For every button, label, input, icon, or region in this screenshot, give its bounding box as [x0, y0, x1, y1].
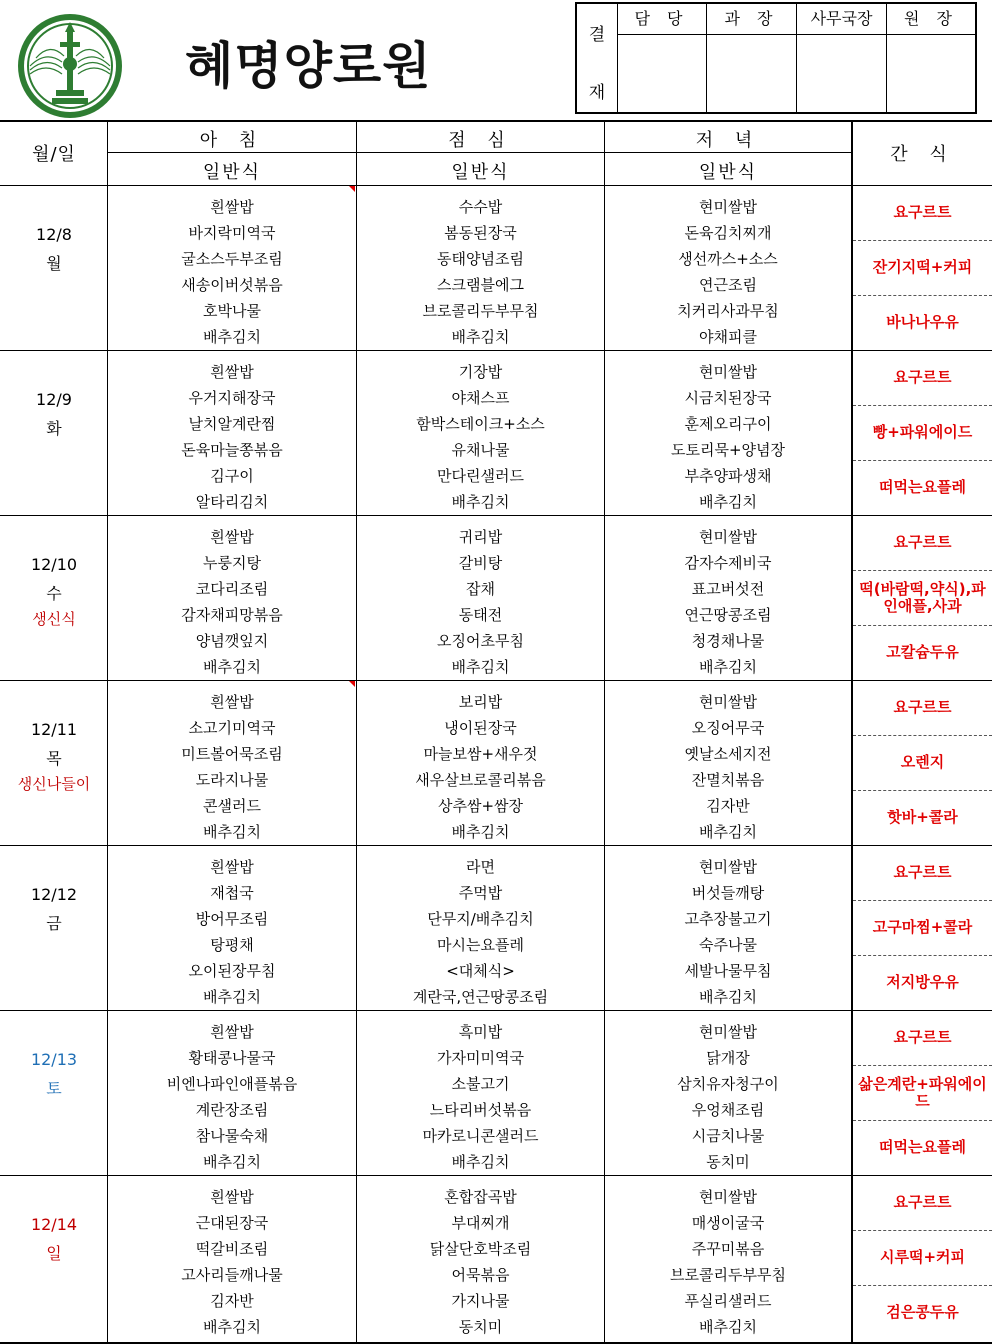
snack-item: 핫바+콜라	[887, 808, 958, 826]
row-divider	[0, 680, 992, 681]
emblem-logo	[16, 12, 124, 120]
breakfast-menu-item: 흰쌀밥	[210, 528, 254, 546]
lunch-menu-item: 느타리버섯볶음	[429, 1101, 532, 1119]
snack-item: 오렌지	[900, 753, 945, 771]
snack-item: 떠먹는요플레	[879, 478, 966, 496]
dinner-menu-item: 닭개장	[706, 1049, 750, 1067]
dinner-menu-item: 배추김치	[699, 1318, 757, 1336]
snack-divider	[853, 900, 992, 901]
day-date: 12/11	[30, 720, 78, 739]
dinner-menu-item: 오징어무국	[691, 719, 765, 737]
breakfast-menu-item: 바지락미역국	[188, 224, 276, 242]
lunch-menu-item: 마늘보쌈+새우젓	[423, 745, 538, 763]
lunch-menu-item: 동치미	[458, 1318, 503, 1336]
lunch-menu-item: 배추김치	[451, 328, 510, 346]
approval-box	[575, 2, 977, 114]
dinner-menu-item: 옛날소세지전	[684, 745, 772, 763]
snack-item: 요구르트	[893, 863, 952, 881]
approval-col-secretary	[797, 4, 887, 112]
dinner-menu-item: 세발나물무침	[684, 962, 772, 980]
snack-item: 삶은계란+파워에이드	[858, 1074, 987, 1110]
breakfast-menu-item: 양념깻잎지	[195, 632, 269, 650]
snack-item: 고칼슘두유	[886, 643, 959, 661]
dinner-menu-item: 감자수제비국	[684, 554, 772, 572]
lunch-menu-item: 가자미미역국	[437, 1049, 524, 1067]
dinner-menu-item: 현미쌀밥	[699, 1023, 757, 1041]
header-lunch: 점 심	[448, 130, 513, 151]
lunch-menu-item: 오징어초무침	[437, 632, 524, 650]
breakfast-menu-item: 배추김치	[203, 1318, 261, 1336]
lunch-menu-item: 부대찌개	[451, 1214, 510, 1232]
dinner-menu-item: 야채피클	[699, 328, 757, 346]
dinner-menu-item: 매생이굴국	[691, 1214, 765, 1232]
breakfast-menu-item: 근대된장국	[195, 1214, 269, 1232]
breakfast-menu-item: 돈육마늘쫑볶음	[181, 441, 283, 459]
breakfast-menu-item: 흰쌀밥	[210, 1023, 254, 1041]
dinner-menu-item: 현미쌀밥	[699, 1188, 757, 1206]
dinner-menu-item: 시금치나물	[691, 1127, 765, 1145]
row-divider	[0, 515, 992, 516]
breakfast-menu-item: 흰쌀밥	[210, 198, 254, 216]
snack-divider	[853, 295, 992, 296]
approval-label	[577, 4, 618, 112]
breakfast-menu-item: 흰쌀밥	[210, 858, 254, 876]
row-divider	[0, 350, 992, 351]
dinner-menu-item: 연근땅콩조림	[684, 606, 772, 624]
lunch-menu-item: 동태전	[458, 606, 503, 624]
approval-label-top: 결	[588, 25, 606, 45]
breakfast-menu-item: 참나물숙채	[195, 1127, 269, 1145]
lunch-menu-item: 주먹밥	[458, 884, 503, 902]
lunch-menu-item: 함박스테이크+소스	[416, 415, 545, 433]
breakfast-menu-item: 우거지해장국	[188, 389, 276, 407]
breakfast-menu-item: 코다리조림	[195, 580, 269, 598]
lunch-menu-item: 배추김치	[451, 823, 510, 841]
dinner-menu-item: 잔멸치볶음	[691, 771, 765, 789]
lunch-menu-item: 귀리밥	[458, 528, 503, 546]
snack-divider	[853, 460, 992, 461]
breakfast-menu-item: 알타리김치	[195, 493, 269, 511]
snack-divider	[853, 1120, 992, 1121]
snack-divider	[853, 790, 992, 791]
day-of-week: 금	[46, 914, 62, 933]
subheader-breakfast-general: 일반식	[202, 162, 262, 183]
facility-title: 혜명양로원	[185, 37, 432, 95]
lunch-menu-item: 잡채	[466, 580, 495, 598]
lunch-menu-item: 가지나물	[451, 1292, 510, 1310]
snack-divider	[853, 240, 992, 241]
lunch-menu-item: 혼합잡곡밥	[444, 1188, 517, 1206]
day-note: 생신식	[32, 610, 76, 628]
dinner-menu-item: 연근조림	[699, 276, 757, 294]
snack-item: 잔기지떡+커피	[872, 258, 973, 276]
day-of-week: 월	[46, 254, 62, 273]
lunch-menu-item: 야채스프	[451, 389, 510, 407]
breakfast-menu-item: 새송이버섯볶음	[181, 276, 283, 294]
snack-item: 바나나우유	[886, 313, 959, 331]
dinner-menu-item: 표고버섯전	[691, 580, 765, 598]
lunch-menu-item: 수수밥	[458, 198, 503, 216]
approval-role-director: 원 장	[887, 4, 975, 35]
approval-col-manager	[707, 4, 797, 112]
breakfast-menu-item: 배추김치	[203, 328, 261, 346]
breakfast-menu-item: 소고기미역국	[188, 719, 276, 737]
dinner-menu-item: 주꾸미볶음	[691, 1240, 765, 1258]
breakfast-menu-item: 떡갈비조림	[195, 1240, 269, 1258]
day-date: 12/12	[30, 885, 78, 904]
lunch-menu-item: 냉이된장국	[444, 719, 517, 737]
lunch-menu-item: 소불고기	[451, 1075, 510, 1093]
breakfast-menu-item: 고사리들깨나물	[181, 1266, 283, 1284]
header-date: 월/일	[32, 144, 76, 165]
snack-divider	[853, 735, 992, 736]
lunch-menu-item: 배추김치	[451, 1153, 510, 1171]
day-of-week: 목	[46, 749, 62, 768]
breakfast-menu-item: 도라지나물	[195, 771, 269, 789]
lunch-menu-item: 만다린샐러드	[437, 467, 524, 485]
lunch-menu-item: <대체식>	[446, 962, 515, 980]
header-breakfast: 아 침	[199, 130, 265, 151]
lunch-menu-item: 배추김치	[451, 658, 510, 676]
snack-item: 떠먹는요플레	[879, 1138, 966, 1156]
lunch-menu-item: 라면	[466, 858, 495, 876]
dinner-menu-item: 현미쌀밥	[699, 198, 757, 216]
snack-item: 떡(바람떡,약식),파인애플,사과	[859, 579, 986, 615]
lunch-menu-item: 닭살단호박조림	[429, 1240, 532, 1258]
breakfast-menu-item: 호박나물	[203, 302, 261, 320]
breakfast-menu-item: 배추김치	[203, 823, 261, 841]
dinner-menu-item: 브로콜리두부무침	[670, 1266, 786, 1284]
lunch-menu-item: 배추김치	[451, 493, 510, 511]
dinner-menu-item: 배추김치	[699, 658, 757, 676]
table-top-border	[0, 120, 992, 122]
day-of-week: 토	[46, 1079, 62, 1098]
breakfast-menu-item: 오이된장무침	[188, 962, 276, 980]
snack-item: 요구르트	[893, 533, 952, 551]
dinner-menu-item: 생선까스+소스	[678, 250, 778, 268]
snack-divider	[853, 570, 992, 571]
approval-role-secretary: 사무국장	[797, 4, 886, 35]
dinner-menu-item: 부추양파생채	[684, 467, 772, 485]
header-dinner: 저 녁	[695, 130, 761, 151]
breakfast-menu-item: 계란장조림	[195, 1101, 269, 1119]
lunch-menu-item: 흑미밥	[458, 1023, 503, 1041]
dinner-menu-item: 청경채나물	[691, 632, 765, 650]
snack-divider	[853, 1285, 992, 1286]
snack-item: 고구마찜+콜라	[872, 918, 973, 936]
lunch-menu-item: 기장밥	[458, 363, 503, 381]
lunch-menu-item: 새우살브로콜리볶음	[415, 771, 546, 789]
lunch-menu-item: 브로콜리두부무침	[422, 302, 539, 320]
dinner-menu-item: 동치미	[706, 1153, 750, 1171]
breakfast-menu-item: 김구이	[210, 467, 254, 485]
dinner-menu-item: 배추김치	[699, 823, 757, 841]
approval-role-manager: 과 장	[707, 4, 796, 35]
comment-marker-icon	[349, 186, 355, 192]
snack-item: 요구르트	[893, 203, 952, 221]
day-date: 12/14	[30, 1215, 78, 1234]
breakfast-menu-item: 흰쌀밥	[210, 363, 254, 381]
breakfast-menu-item: 황태콩나물국	[188, 1049, 276, 1067]
breakfast-menu-item: 누룽지탕	[203, 554, 261, 572]
dinner-menu-item: 현미쌀밥	[699, 693, 757, 711]
lunch-menu-item: 상추쌈+쌈장	[437, 797, 524, 815]
snack-item: 시루떡+커피	[879, 1248, 966, 1266]
snack-item: 요구르트	[893, 1193, 952, 1211]
breakfast-menu-item: 탕평채	[210, 936, 254, 954]
row-divider	[0, 1010, 992, 1011]
lunch-menu-item: 단무지/배추김치	[427, 910, 534, 928]
breakfast-menu-item: 배추김치	[203, 988, 261, 1006]
header-divider	[108, 152, 853, 153]
lunch-menu-item: 계란국,연근땅콩조림	[412, 988, 549, 1006]
row-divider	[0, 1175, 992, 1176]
day-of-week: 수	[46, 584, 62, 603]
snack-item: 빵+파워에이드	[872, 423, 973, 441]
dinner-menu-item: 배추김치	[699, 988, 757, 1006]
day-note: 생신나들이	[17, 775, 91, 793]
menu-table	[0, 120, 992, 1344]
snack-divider	[853, 955, 992, 956]
header-snack: 간 식	[890, 144, 955, 165]
breakfast-menu-item: 방어무조림	[195, 910, 269, 928]
lunch-menu-item: 보리밥	[458, 693, 503, 711]
dinner-menu-item: 도토리묵+양념장	[671, 441, 785, 459]
breakfast-menu-item: 굴소스두부조림	[181, 250, 283, 268]
approval-role-staff: 담 당	[617, 4, 706, 35]
breakfast-menu-item: 배추김치	[203, 1153, 261, 1171]
breakfast-menu-item: 재첩국	[210, 884, 254, 902]
lunch-menu-item: 동태양념조림	[437, 250, 524, 268]
snack-divider	[853, 625, 992, 626]
dinner-menu-item: 푸실리샐러드	[684, 1292, 772, 1310]
dinner-menu-item: 버섯들깨탕	[691, 884, 765, 902]
approval-label-bottom: 재	[588, 83, 606, 103]
dinner-menu-item: 배추김치	[699, 493, 757, 511]
lunch-menu-item: 마카로니콘샐러드	[422, 1127, 539, 1145]
breakfast-menu-item: 흰쌀밥	[210, 693, 254, 711]
dinner-menu-item: 돈육김치찌개	[684, 224, 772, 242]
comment-marker-icon	[349, 681, 355, 687]
day-date: 12/13	[30, 1050, 78, 1069]
snack-item: 요구르트	[893, 1028, 952, 1046]
dinner-menu-item: 삼치유자청구이	[677, 1075, 779, 1093]
dinner-menu-item: 우엉채조림	[691, 1101, 765, 1119]
breakfast-menu-item: 콘샐러드	[203, 797, 261, 815]
lunch-menu-item: 마시는요플레	[437, 936, 524, 954]
breakfast-menu-item: 김자반	[210, 1292, 254, 1310]
approval-col-director	[887, 4, 975, 112]
breakfast-menu-item: 배추김치	[203, 658, 261, 676]
snack-divider	[853, 1230, 992, 1231]
header-bottom-border	[0, 185, 992, 186]
dinner-menu-item: 시금치된장국	[684, 389, 772, 407]
day-of-week: 일	[46, 1244, 62, 1263]
dinner-menu-item: 숙주나물	[699, 936, 757, 954]
row-divider	[0, 845, 992, 846]
dinner-menu-item: 현미쌀밥	[699, 363, 757, 381]
approval-col-staff	[617, 4, 707, 112]
snack-divider	[853, 1065, 992, 1066]
subheader-dinner-general: 일반식	[698, 162, 758, 183]
dinner-menu-item: 치커리사과무침	[677, 302, 779, 320]
subheader-lunch-general: 일반식	[451, 162, 510, 183]
day-date: 12/9	[36, 390, 72, 409]
snack-item: 검은콩두유	[886, 1303, 959, 1321]
lunch-menu-item: 유채나물	[451, 441, 510, 459]
snack-divider	[853, 405, 992, 406]
snack-item: 요구르트	[893, 368, 952, 386]
breakfast-menu-item: 흰쌀밥	[210, 1188, 254, 1206]
lunch-menu-item: 갈비탕	[458, 554, 503, 572]
snack-item: 요구르트	[893, 698, 952, 716]
lunch-menu-item: 봄동된장국	[444, 224, 517, 242]
day-of-week: 화	[46, 419, 62, 438]
dinner-menu-item: 고추장불고기	[684, 910, 772, 928]
lunch-menu-item: 어묵볶음	[451, 1266, 510, 1284]
snack-item: 저지방우유	[886, 973, 959, 991]
breakfast-menu-item: 미트볼어묵조림	[181, 745, 283, 763]
dinner-menu-item: 김자반	[706, 797, 750, 815]
dinner-menu-item: 훈제오리구이	[684, 415, 772, 433]
lunch-menu-item: 스크램블에그	[437, 276, 524, 294]
dinner-menu-item: 현미쌀밥	[699, 528, 757, 546]
breakfast-menu-item: 감자채피망볶음	[181, 606, 283, 624]
dinner-menu-item: 현미쌀밥	[699, 858, 757, 876]
breakfast-menu-item: 날치알계란찜	[188, 415, 276, 433]
day-date: 12/10	[30, 555, 78, 574]
day-date: 12/8	[36, 225, 72, 244]
breakfast-menu-item: 비엔나파인애플볶음	[166, 1075, 298, 1093]
